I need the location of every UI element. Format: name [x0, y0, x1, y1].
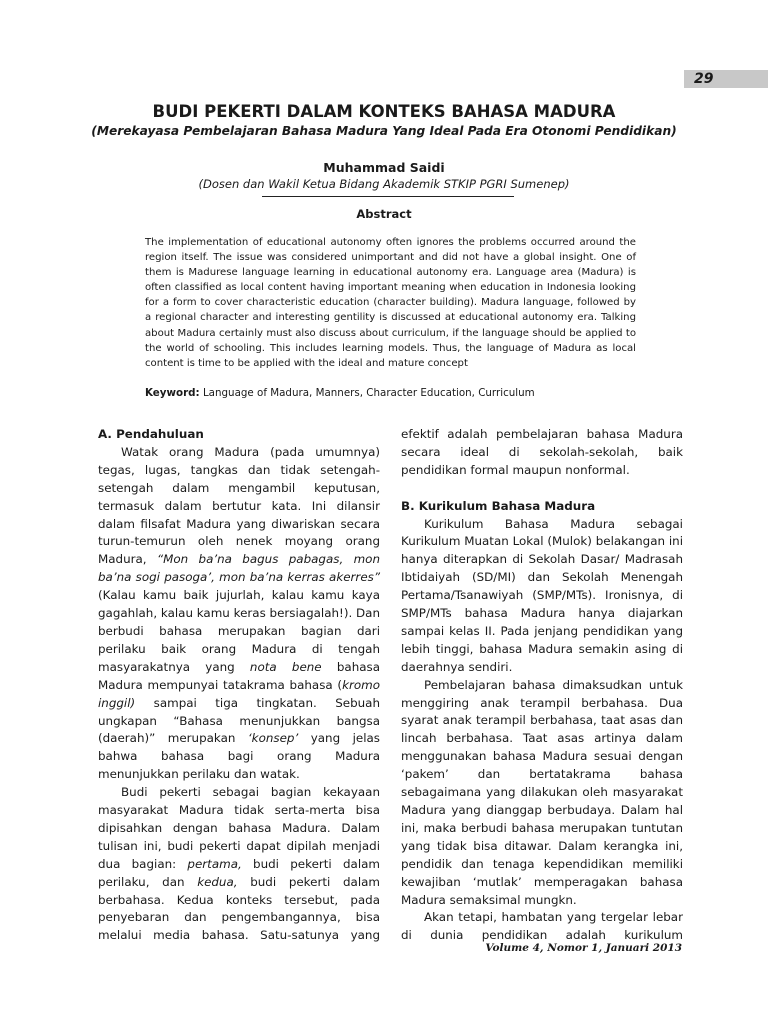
author-name: Muhammad Saidi [323, 160, 445, 175]
text-run: budi pekerti dalam perilaku, dan [98, 856, 381, 889]
text-run: yang jelas bahwa bahasa bagi orang Madura menunjukkan perilaku dan watak. [98, 731, 380, 782]
italic-term: kedua, [197, 874, 238, 889]
text-run: bahasa Madura mempunyai tatakrama bahasa ( [98, 659, 381, 692]
paragraph: Kurikulum Bahasa Madura sebagai Kurikulum Muatan Lokal (Mulok) belakangan ini hanya diterapkan di Sekolah Dasar/ Madrasah Ibtidaiyah (SD/MI) dan Sekolah Menengah Pertama/Tsanawiyah (SMP/MTs). Ironisnya, di SMP/MTs bahasa Madura hanya diajarkan sampai kelas II. Pada jenjang pendidikan yang lebih tinggi, bahasa Madura semakin asing di daerahnya sendiri. [401, 516, 683, 674]
italic-term: nota bene [249, 659, 322, 674]
paragraph [98, 784, 380, 945]
madura-proverb: “Mon ba’na bagus pabagas, mon ba’na sogi pasoga’, mon ba’na kerras akerres” [98, 552, 380, 585]
keywords-text: Language of Madura, Manners, Character Education, Curriculum [202, 387, 535, 399]
paragraph: efektif adalah pembelajaran bahasa Madura secara ideal di sekolah-sekolah, baik pendidikan formal maupun nonformal. [401, 427, 683, 477]
paragraph: Akan tetapi, hambatan yang tergelar lebar di dunia pendidikan adalah kurikulum [401, 910, 683, 943]
keywords-label: Keyword: [145, 387, 200, 399]
abstract-heading: Abstract [356, 207, 412, 221]
right-column [401, 426, 683, 945]
text-run: budi pekerti dalam berbahasa. Kedua konteks tersebut, pada penyebaran dan pengembangannya, bisa melalui media bahasa. Satu-satunya yang [98, 874, 380, 943]
page-number: 29 [694, 71, 714, 87]
article-subtitle: (Merekayasa Pembelajaran Bahasa Madura Yang Ideal Pada Era Otonomi Pendidikan) [91, 124, 677, 138]
paragraph: Pembelajaran bahasa dimaksudkan untuk menggiring anak terampil berbahasa. Dua syarat anak terampil berbahasa, taat asas dan lincah berbahasa. Taat asas artinya dalam menggunakan bahasa Madura sesuai dengan ‘pakem’ dan bertatakrama bahasa sebagaimana yang dilakukan oleh masyarakat Madura yang dianggap berbudaya. Dalam hal ini, maka berbudi bahasa merupakan tuntutan yang tidak bisa ditawar. Dalam kerangka ini, pendidik dan tenaga kependidikan memiliki kewajiban ‘mutlak’ memperagakan bahasa Madura semaksimal mungkn. [401, 677, 683, 907]
keywords [145, 387, 636, 399]
abstract-text: The implementation of educational autonomy often ignores the problems occurred around the region itself. The issue was considered unimportant and did not have a global insight. One of them is Madurese language learning in educational autonomy era. Language area (Madura) is often classified as local content having important meaning when education in Indonesia looking for a form to cover characteristic education (character building). Madura language, followed by a regional character and interesting gentility is discussed at educational autonomy era. Talking about Madura certainly must also discuss about curriculum, if the language should be applied to the world of schooling. This includes learning models. Thus, the language of Madura as local content is time to be applied with the ideal and mature concept [145, 237, 636, 369]
section-heading-pendahuluan: A. Pendahuluan [98, 427, 204, 441]
italic-term: ‘konsep’ [247, 731, 299, 746]
journal-footer: Volume 4, Nomor 1, Januari 2013 [485, 942, 682, 954]
text-run: Budi pekerti sebagai bagian kekayaan masyarakat Madura tidak serta-merta bisa dipisahkan dengan bahasa Madura. Dalam tulisan ini, budi pekerti dapat dipilah menjadi dua bagian: [98, 785, 380, 871]
text-run: (Kalau kamu baik jujurlah, kalau kamu kaya gagahlah, kalau kamu keras bersiagalah!). Dan berbudi bahasa merupakan bagian dari perilaku baik orang Madura di tengah masyarakatnya yang [98, 588, 380, 674]
section-heading-kurikulum: B. Kurikulum Bahasa Madura [401, 498, 596, 513]
left-column [98, 426, 380, 945]
text-run: Watak orang Madura (pada umumnya) tegas, lugas, tangkas dan tidak setengah-setengah dalam mengambil keputusan, termasuk dalam bertutur kata. Ini dilansir dalam filsafat Madura yang diwariskan secara turun-temurun oleh nenek moyang orang Madura, [98, 444, 380, 567]
text-run: sampai tiga tingkatan. Sebuah ungkapan “Bahasa menunjukkan bangsa (daerah)” merupakan [98, 695, 380, 746]
article-title: BUDI PEKERTI DALAM KONTEKS BAHASA MADURA [152, 102, 616, 121]
italic-term: kromo inggil) [98, 677, 380, 710]
italic-term: pertama, [187, 856, 242, 871]
paragraph [98, 444, 380, 784]
title-divider [262, 196, 514, 197]
author-affiliation: (Dosen dan Wakil Ketua Bidang Akademik STKIP PGRI Sumenep) [198, 177, 570, 191]
